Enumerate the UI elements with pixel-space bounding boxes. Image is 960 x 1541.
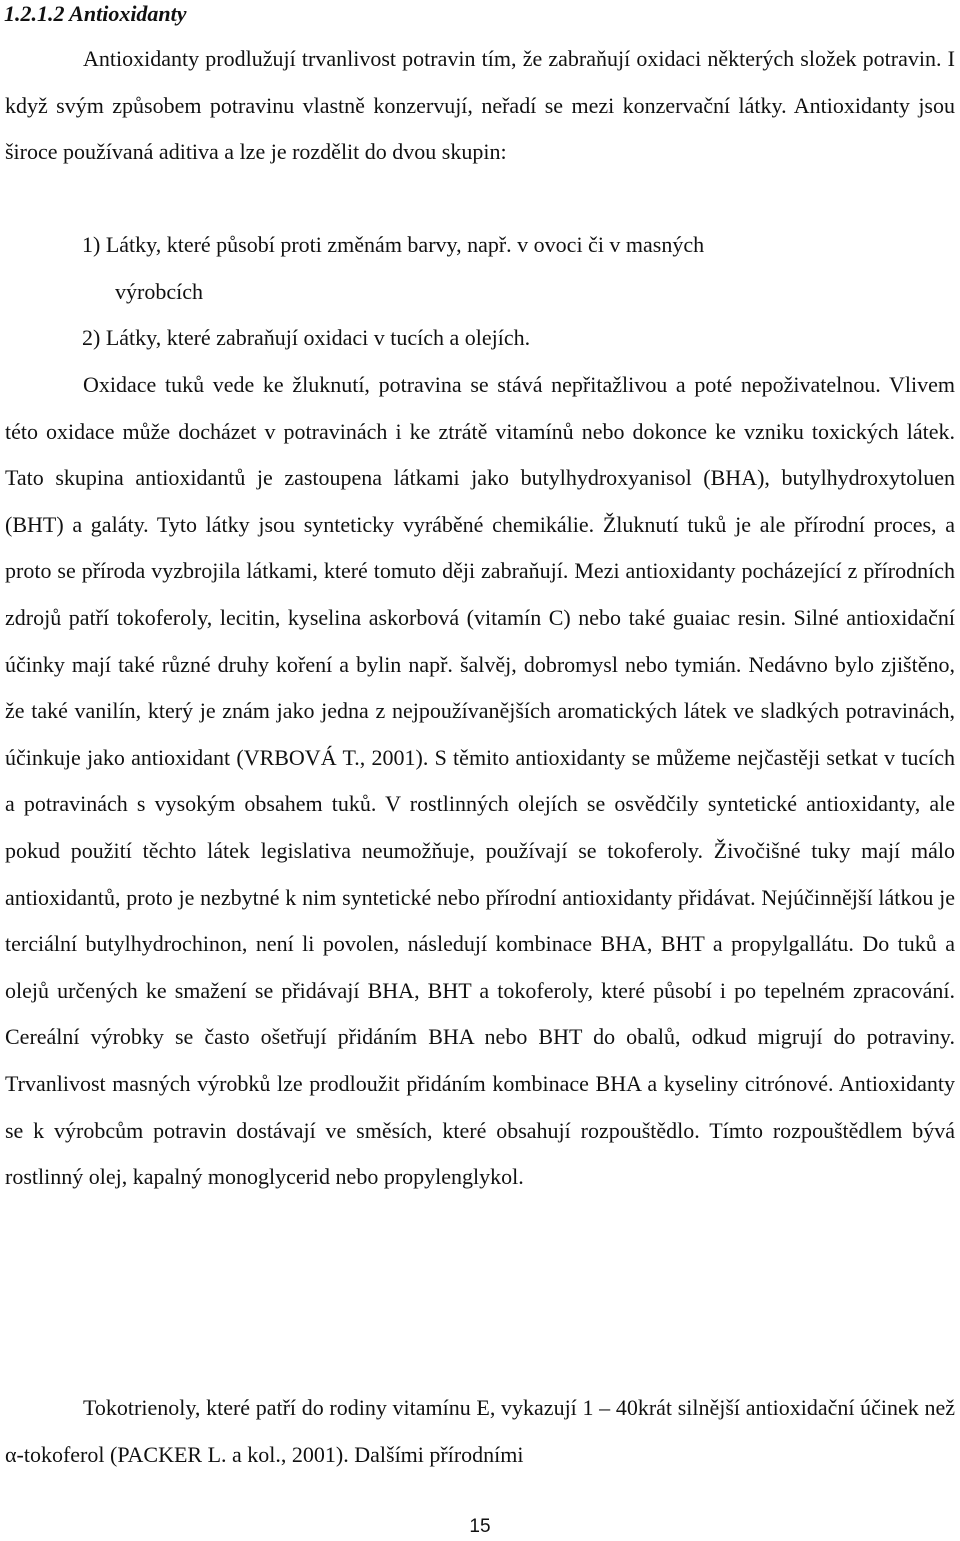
section-heading: 1.2.1.2 Antioxidanty <box>4 1 187 26</box>
list-item-number: 1) <box>82 232 101 257</box>
list-item-text: Látky, které působí proti změnám barvy, např. v ovoci či v masných výrobcích <box>105 232 705 304</box>
list-item-number: 2) <box>82 325 101 351</box>
intro-paragraph: Antioxidanty prodlužují trvanlivost potravin tím, že zabraňují oxidaci některých složek potravin. I když svým způsobem potravinu vlastně konzervují, neřadí se mezi konzervační látky. Antioxidanty jsou široce používaná aditiva a lze je rozdělit do dvou skupin: <box>5 46 955 165</box>
final-paragraph: Tokotrienoly, které patří do rodiny vitamínu E, vykazují 1 – 40krát silnější antioxidační účinek než α-tokoferol (PACKER L. a kol., 2001). Dalšími přírodními <box>5 1395 955 1467</box>
main-paragraph: Oxidace tuků vede ke žluknutí, potravina se stává nepřitažlivou a poté nepoživatelnou. Vlivem této oxidace může docházet v potravinách i ke ztrátě vitamínů nebo dokonce ke vzniku toxických látek. Tato skupina antioxidantů je zastoupena látkami jako butylhydroxyanisol (BHA), butylhydroxytoluen (BHT) a galáty. Tyto látky jsou synteticky vyráběné chemikálie. Žluknutí tuků je ale přírodní proces, a proto se příroda vyzbrojila látkami, které tomuto ději zabraňují. Mezi antioxidanty pocházející z přírodních zdrojů patří tokoferoly, lecitin, kyselina askorbová (vitamín C) nebo také guaiac resin. Silné antioxidační účinky mají také různé druhy koření a bylin např. šalvěj, dobromysl nebo tymián. Nedávno bylo zjištěno, že také vanilín, který je znám jako jedna z nejpoužívanějších aromatických látek ve sladkých potravinách, účinkuje jako antioxidant (VRBOVÁ T., 2001). S těmito antioxidanty se můžeme nejčastěji setkat v tucích a potravinách s vysokým obsahem tuků. V rostlinných olejích se osvědčily syntetické antioxidanty, ale pokud použití těchto látek legislativa neumožňuje, používají se tokoferoly. Živočišné tuky mají málo antioxidantů, proto je nezbytné k nim syntetické nebo přírodní antioxidanty přidávat. Nejúčinnější látkou je terciální butylhydrochinon, není li povolen, následují kombinace BHA, BHT a propylgallátu. Do tuků a olejů určených ke smažení se přidávají BHA, BHT a tokoferoly, které působí i po tepelném zpracování. Cereální výrobky se často ošetřují přidáním BHA nebo BHT do obalů, odkud migrují do potraviny. Trvanlivost masných výrobků lze prodloužit přidáním kombinace BHA a kyseliny citrónové. Antioxidanty se k výrobcům potravin dostávají ve směsích, které obsahují rozpouštědlo. Tímto rozpouštědlem bývá rostlinný olej, kapalný monoglycerid nebo propylenglykol. <box>5 372 955 1190</box>
page-number: 15 <box>469 1516 491 1537</box>
list-item <box>82 315 952 362</box>
list-item <box>82 222 952 315</box>
list-item-text: Látky, které zabraňují oxidaci v tucích a olejích. <box>105 325 531 351</box>
antioxidant-groups-list <box>82 222 952 362</box>
